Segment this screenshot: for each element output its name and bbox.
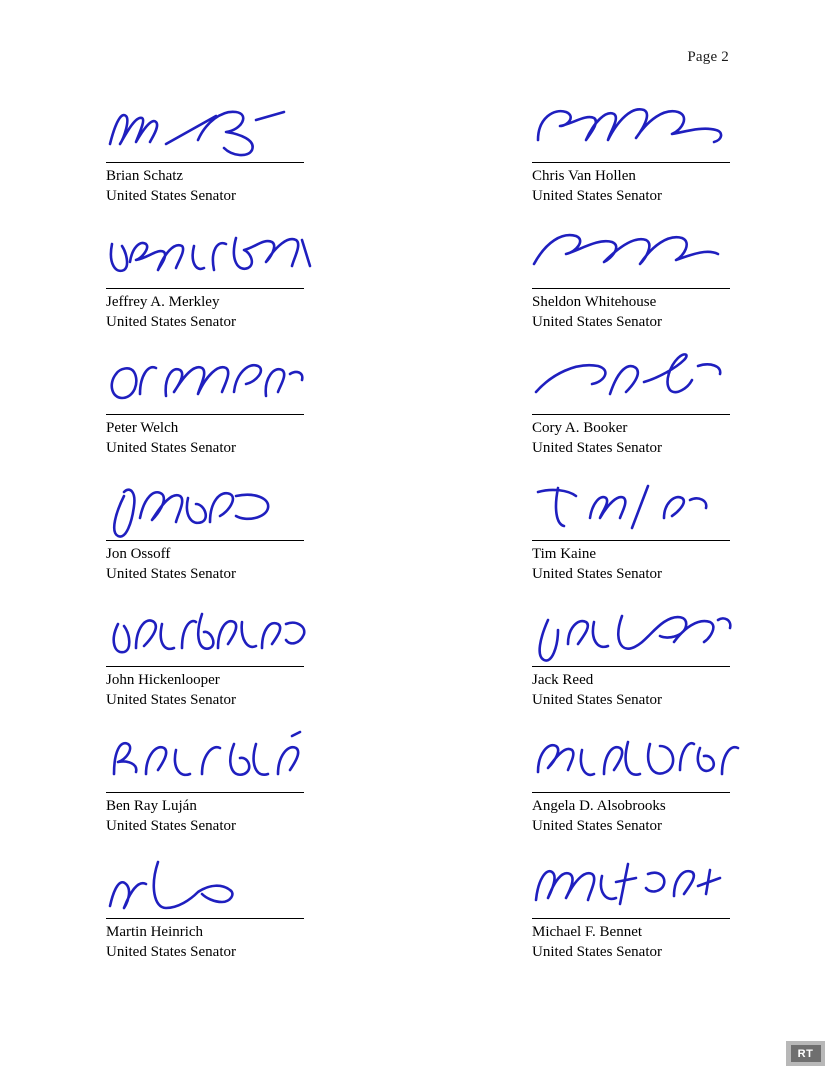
signatory-name: Jeffrey A. Merkley bbox=[106, 294, 220, 310]
watermark-badge bbox=[786, 1041, 825, 1066]
signature-block bbox=[106, 226, 406, 332]
signature-block bbox=[532, 478, 832, 584]
signatory-name: Ben Ray Luján bbox=[106, 798, 197, 814]
signatory-title: United States Senator bbox=[532, 692, 662, 708]
watermark-label: RT bbox=[791, 1045, 821, 1062]
signature-line bbox=[106, 162, 304, 163]
signature-row bbox=[0, 856, 835, 982]
signature-row bbox=[0, 352, 835, 478]
signatory-title: United States Senator bbox=[106, 188, 236, 204]
signature-line bbox=[532, 540, 730, 541]
signature-mark bbox=[532, 478, 732, 540]
signature-row bbox=[0, 226, 835, 352]
signature-block bbox=[532, 226, 832, 332]
signature-mark bbox=[532, 856, 732, 918]
signature-line bbox=[532, 162, 730, 163]
signature-block bbox=[106, 100, 406, 206]
signatory-title: United States Senator bbox=[106, 314, 236, 330]
signature-block bbox=[532, 856, 832, 962]
signature-line bbox=[532, 666, 730, 667]
signatory-name: Angela D. Alsobrooks bbox=[532, 798, 666, 814]
signature-mark bbox=[106, 100, 306, 162]
signatory-title: United States Senator bbox=[532, 188, 662, 204]
signature-mark bbox=[106, 226, 306, 288]
signatory-title: United States Senator bbox=[106, 566, 236, 582]
signatory-title: United States Senator bbox=[106, 692, 236, 708]
signatory-title: United States Senator bbox=[106, 440, 236, 456]
signature-line bbox=[532, 918, 730, 919]
signatory-title: United States Senator bbox=[106, 944, 236, 960]
signature-block bbox=[532, 100, 832, 206]
signature-row bbox=[0, 730, 835, 856]
signature-mark bbox=[106, 730, 306, 792]
signature-mark bbox=[532, 352, 732, 414]
signatory-name: Michael F. Bennet bbox=[532, 924, 643, 940]
signatory-title: United States Senator bbox=[532, 314, 662, 330]
signature-block bbox=[106, 730, 406, 836]
signature-block bbox=[532, 604, 832, 710]
signature-block bbox=[106, 478, 406, 584]
signature-line bbox=[106, 288, 304, 289]
signature-block bbox=[532, 730, 832, 836]
signature-block bbox=[106, 604, 406, 710]
signature-row bbox=[0, 604, 835, 730]
signature-row bbox=[0, 478, 835, 604]
signatory-title: United States Senator bbox=[106, 818, 236, 834]
signature-line bbox=[106, 792, 304, 793]
page-number: Page 2 bbox=[687, 49, 729, 65]
signature-mark bbox=[106, 478, 306, 540]
signature-line bbox=[106, 540, 304, 541]
signature-block bbox=[106, 856, 406, 962]
signature-line bbox=[532, 414, 730, 415]
signature-block bbox=[106, 352, 406, 458]
signature-line bbox=[532, 792, 730, 793]
signature-mark bbox=[106, 604, 306, 666]
signature-mark bbox=[106, 856, 306, 918]
signature-line bbox=[106, 918, 304, 919]
signatory-name: Peter Welch bbox=[106, 420, 179, 436]
signatory-name: Sheldon Whitehouse bbox=[532, 294, 657, 310]
signature-mark bbox=[532, 604, 732, 666]
signature-grid bbox=[0, 100, 835, 982]
signatory-title: United States Senator bbox=[532, 944, 662, 960]
signatory-name: Martin Heinrich bbox=[106, 924, 204, 940]
signatory-name: Tim Kaine bbox=[532, 546, 597, 562]
signature-mark bbox=[532, 100, 732, 162]
signature-row bbox=[0, 100, 835, 226]
signature-block bbox=[532, 352, 832, 458]
signatory-title: United States Senator bbox=[532, 440, 662, 456]
signatory-name: Jon Ossoff bbox=[106, 546, 171, 562]
signature-mark bbox=[532, 730, 732, 792]
signatory-title: United States Senator bbox=[532, 818, 662, 834]
signatory-name: Chris Van Hollen bbox=[532, 168, 636, 184]
signatory-name: Cory A. Booker bbox=[532, 420, 628, 436]
signature-line bbox=[106, 414, 304, 415]
signature-line bbox=[106, 666, 304, 667]
signatory-name: Brian Schatz bbox=[106, 168, 184, 184]
signature-line bbox=[532, 288, 730, 289]
signatory-title: United States Senator bbox=[532, 566, 662, 582]
signatory-name: Jack Reed bbox=[532, 672, 594, 688]
signatory-name: John Hickenlooper bbox=[106, 672, 220, 688]
signature-mark bbox=[106, 352, 306, 414]
signature-mark bbox=[532, 226, 732, 288]
